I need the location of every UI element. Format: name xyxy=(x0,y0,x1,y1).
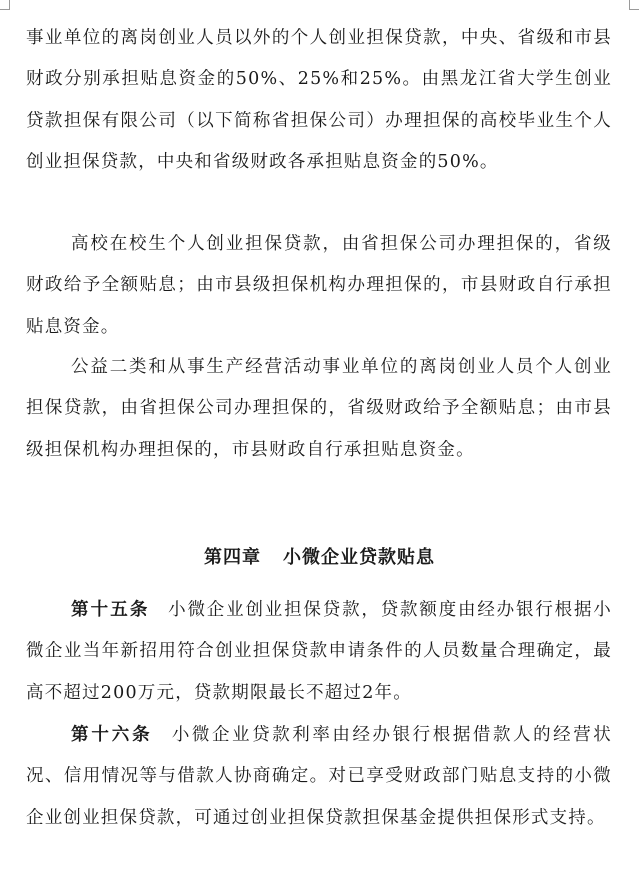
chapter-title: 小微企业贷款贴息 xyxy=(283,547,435,568)
article-15-number: 第十五条 xyxy=(71,600,150,620)
paragraph-student-loans: 高校在校生个人创业担保贷款，由省担保公司办理担保的，省级财政给予全额贴息；由市县级担保机构办理担保的，市县财政自行承担贴息资金。 xyxy=(26,234,612,337)
crop-mark-top-left xyxy=(0,0,10,10)
chapter-heading xyxy=(0,537,639,578)
crop-mark-top-right xyxy=(629,0,639,10)
article-16-number: 第十六条 xyxy=(71,725,153,745)
article-15-text: 小微企业创业担保贷款，贷款额度由经办银行根据小微企业当年新招用符合创业担保贷款申请条件的人员数量合理确定，最高不超过200万元，贷款期限最长不超过2年。 xyxy=(26,600,613,703)
article-15 xyxy=(26,590,612,714)
paragraph-public-institution-loans: 公益二类和从事生产经营活动事业单位的离岗创业人员个人创业担保贷款，由省担保公司办理担保的，省级财政给予全额贴息；由市县级担保机构办理担保的，市县财政自行承担贴息资金。 xyxy=(26,357,612,460)
chapter-number: 第四章 xyxy=(204,547,261,568)
paragraph-subsidy-split: 事业单位的离岗创业人员以外的个人创业担保贷款，中央、省级和市县财政分别承担贴息资金的50%、25%和25%。由黑龙江省大学生创业贷款担保有限公司（以下简称省担保公司）办理担保的高校毕业生个人创业担保贷款，中央和省级财政各承担贴息资金的50%。 xyxy=(26,28,612,172)
article-16 xyxy=(26,715,612,839)
article-16-text: 小微企业贷款利率由经办银行根据借款人的经营状况、信用情况等与借款人协商确定。对已享受财政部门贴息支持的小微企业创业担保贷款，可通过创业担保贷款担保基金提供担保形式支持。 xyxy=(26,725,613,828)
